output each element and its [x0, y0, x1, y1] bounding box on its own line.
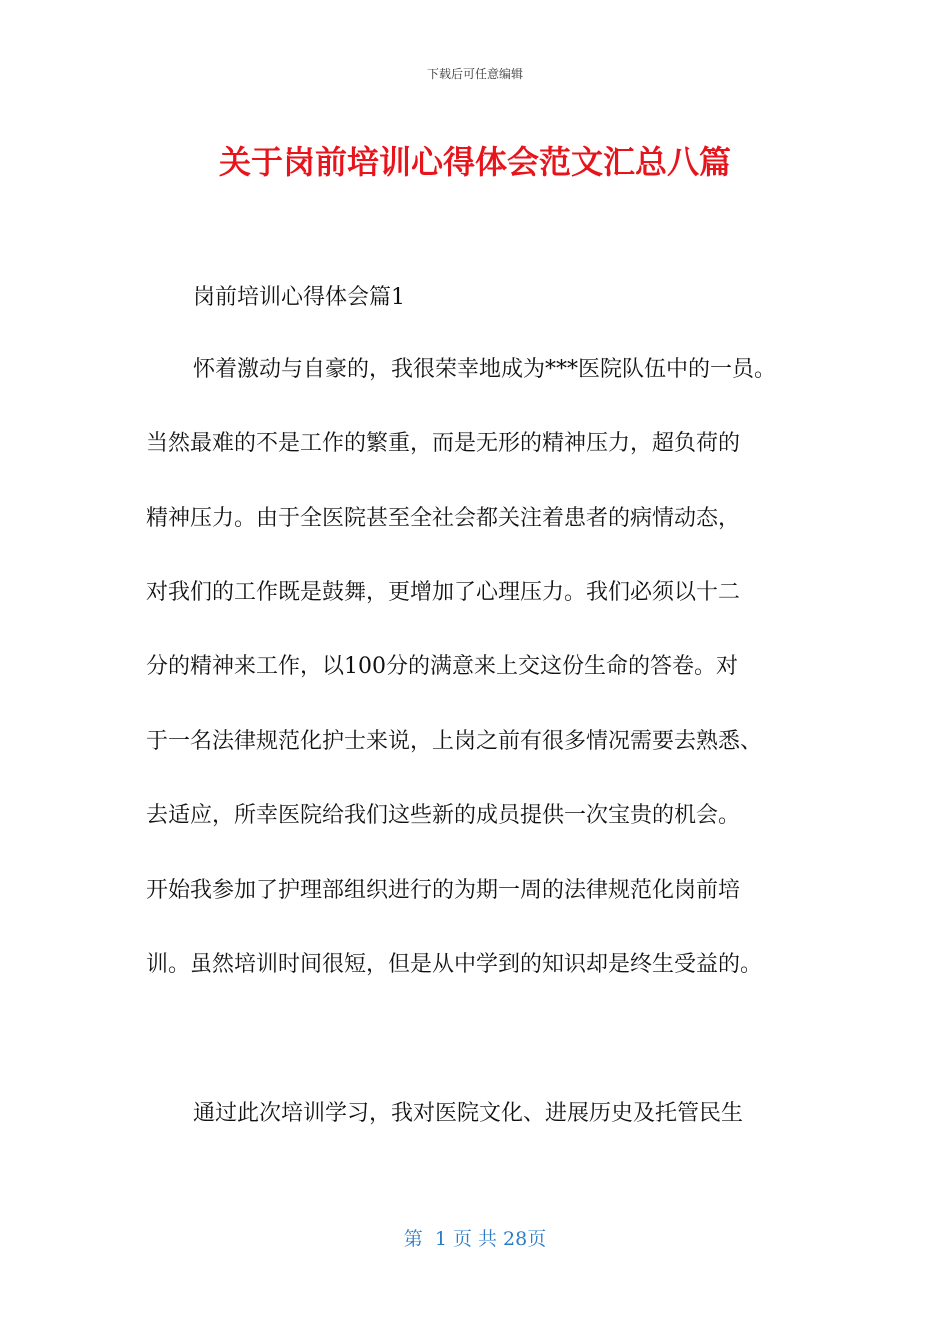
document-title: 关于岗前培训心得体会范文汇总八篇	[218, 143, 731, 181]
paragraph-line: 训。虽然培训时间很短，但是从中学到的知识却是终生受益的。	[146, 952, 763, 977]
section-heading: 岗前培训心得体会篇1	[193, 285, 405, 310]
paragraph-line: 通过此次培训学习，我对医院文化、进展历史及托管民生	[193, 1101, 744, 1126]
paragraph-line: 于一名法律规范化护士来说，上岗之前有很多情况需要去熟悉、	[146, 729, 763, 754]
paragraph-line: 精神压力。由于全医院甚至全社会都关注着患者的病情动态，	[146, 506, 741, 531]
paragraph-line: 对我们的工作既是鼓舞，更增加了心理压力。我们必须以十二	[146, 580, 741, 605]
paragraph-line: 去适应，所幸医院给我们这些新的成员提供一次宝贵的机会。	[146, 803, 741, 828]
header-note: 下载后可任意编辑	[426, 67, 523, 81]
paragraph-line: 当然最难的不是工作的繁重，而是无形的精神压力，超负荷的	[146, 431, 741, 456]
paragraph-line: 分的精神来工作，以100分的满意来上交这份生命的答卷。对	[146, 654, 738, 679]
paragraph-line: 怀着激动与自豪的，我很荣幸地成为***医院队伍中的一员。	[193, 357, 777, 382]
paragraph-line: 开始我参加了护理部组织进行的为期一周的法律规范化岗前培	[146, 878, 741, 903]
page-number: 第 1 页 共 28页	[403, 1228, 547, 1250]
